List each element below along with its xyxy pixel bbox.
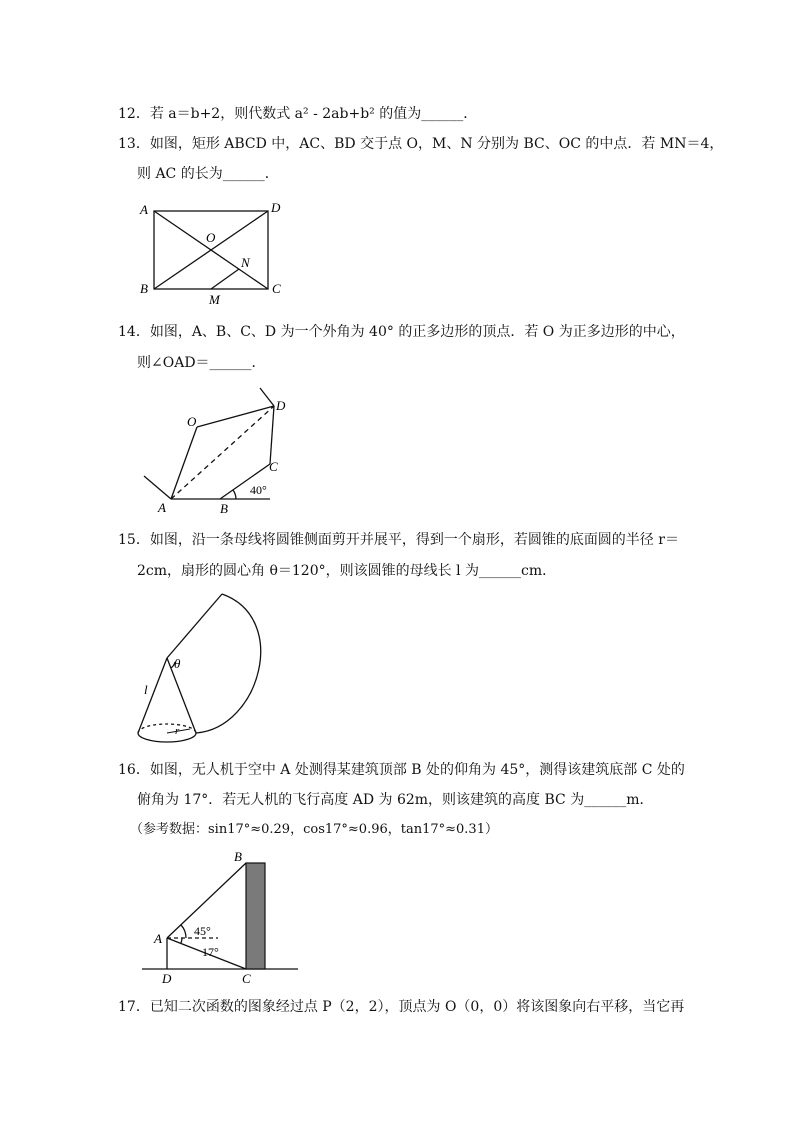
question-14-text-2: 则∠OAD＝______． <box>137 355 266 371</box>
label-a: A <box>158 500 166 515</box>
building <box>246 863 265 969</box>
label-d: D <box>276 398 286 413</box>
question-12 <box>118 104 477 124</box>
question-15-text-1: 15．如图，沿一条母线将圆锥侧面剪开并展平，得到一个扇形，若圆锥的底面圆的半径 r＝ <box>118 532 679 548</box>
label-l: l <box>144 682 148 697</box>
cone-right-slant <box>167 658 196 733</box>
angle-arc-45 <box>181 925 186 938</box>
question-17 <box>118 997 684 1017</box>
label-a: A <box>154 931 162 946</box>
sector-radius <box>167 594 222 658</box>
label-m: M <box>209 292 220 307</box>
label-c: C <box>242 971 251 986</box>
label-o: O <box>206 230 216 245</box>
question-15-line-2 <box>137 561 556 581</box>
segment-cd <box>270 406 274 464</box>
extension-at-d <box>260 388 274 406</box>
label-r: r <box>175 725 180 737</box>
label-d: D <box>271 200 281 215</box>
label-o: O <box>187 414 197 429</box>
question-14-line-2 <box>137 353 266 373</box>
label-b: B <box>140 281 148 296</box>
label-b: B <box>234 849 242 864</box>
cone-base-back <box>138 724 196 733</box>
label-b: B <box>220 501 228 516</box>
sector-arc <box>196 594 261 733</box>
question-16-line-1 <box>118 760 685 780</box>
label-c: C <box>269 459 278 474</box>
question-13-line-2 <box>137 164 279 184</box>
polygon-figure <box>140 380 300 520</box>
segment-mn <box>211 269 239 289</box>
cone-figure <box>130 588 270 750</box>
label-theta: θ <box>174 656 181 671</box>
segment-od <box>197 406 274 427</box>
question-16-text-2: 俯角为 17°．若无人机的飞行高度 AD 为 62m，则该建筑的高度 BC 为______m． <box>137 792 654 808</box>
angle-label-17: 17° <box>202 945 219 959</box>
question-16-text-1: 16．如图，无人机于空中 A 处测得某建筑顶部 B 处的仰角为 45°，测得该建筑底部 C 处的 <box>118 762 685 778</box>
rectangle-figure <box>130 195 300 310</box>
segment-ao <box>171 427 197 499</box>
label-c: C <box>272 281 281 296</box>
extension-at-a <box>144 476 171 499</box>
label-d: D <box>162 971 172 986</box>
question-15-line-1 <box>118 530 679 550</box>
angle-arc-40 <box>233 490 236 499</box>
label-a: A <box>140 202 148 217</box>
angle-label-45: 45° <box>194 924 211 938</box>
question-13-text-2: 则 AC 的长为______． <box>137 166 279 182</box>
question-16-line-3 <box>130 820 498 840</box>
question-14-text-1: 14．如图，A、B、C、D 为一个外角为 40° 的正多边形的顶点．若 O 为正多边形的中心， <box>118 324 685 340</box>
question-13-line-1 <box>118 134 723 154</box>
label-n: N <box>241 255 250 270</box>
question-12-text: 12．若 a＝b+2，则代数式 a² - 2ab+b² 的值为______． <box>118 106 478 122</box>
question-13-text-1: 13．如图，矩形 ABCD 中，AC、BD 交于点 O，M、N 分别为 BC、OC 的中点．若 MN＝4， <box>118 136 724 152</box>
question-16-line-2 <box>137 790 653 810</box>
drone-figure <box>138 848 303 988</box>
cone-base-front <box>138 733 196 742</box>
question-17-text: 17．已知二次函数的图象经过点 P（2，2），顶点为 O（0，0）将该图象向右平移，当它再 <box>118 999 685 1015</box>
question-14-line-1 <box>118 322 685 342</box>
question-16-text-3: （参考数据：sin17°≈0.29，cos17°≈0.96，tan17°≈0.31） <box>130 822 498 837</box>
question-15-text-2: 2cm，扇形的圆心角 θ＝120°，则该圆锥的母线长 l 为______cm． <box>137 563 557 579</box>
angle-arc-17 <box>181 938 182 943</box>
angle-label-40: 40° <box>250 483 267 497</box>
cone-left-slant <box>138 658 167 733</box>
